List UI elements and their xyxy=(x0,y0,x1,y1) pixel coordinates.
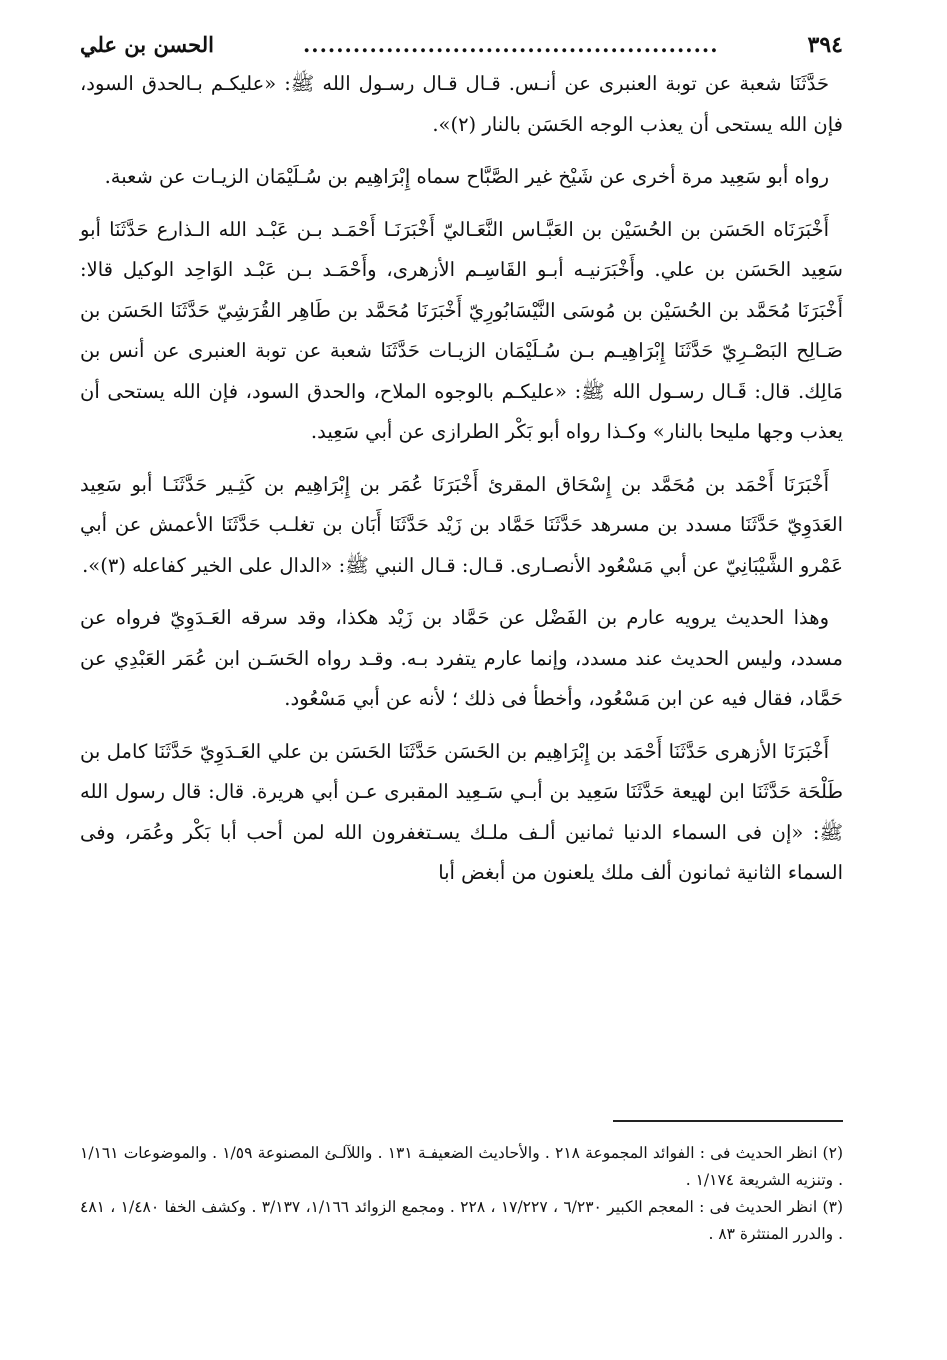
running-header xyxy=(80,28,843,62)
paragraph-isnad-chain: أَخْبَرَنَاه الحَسَن بن الحُسَيْن بن العَبَّـاس النَّعَـاليّ أَخْبَرَنَـا أَحْمَـد بـن عَبْـد الله الـذارع حَدَّثَنَا أبو سَعِيد الحَسَن بن علي. وأَخْبَرَنيـه أبـو القَاسِـم الأزهرى، وأَحْمَـد بـن عَبْـد الوَاحِد الوكيل قالا: أَخْبَرَنَا مُحَمَّد بن الحُسَيْن بن مُوسَى النَّيْسَابُورِيّ أَخْبَرَنَا مُحَمَّد بن طَاهِر القُرَشِيّ حَدَّثَنَا الحَسَن بن صَـالِح البَصْـرِيّ حَدَّثَنَا إِبْرَاهِيـم بـن سُـلَيْمَان الزيـات حَدَّثَنَا شعبة عن توبة العنبرى عن أنس بن مَالِك. قال: قَـال رسـول الله ﷺ: «عليكـم بالوجوه الملاح، والحدق السود، فإن الله يستحى أن يعذب وجها مليحا بالنار» وكـذا رواه أبو بَكْر الطرازى عن أبي سَعِيد. xyxy=(80,217,843,443)
body-text xyxy=(80,64,843,894)
paragraph-abu-hurayra: أَخْبَرَنَا الأزهرى حَدَّثَنَا أَحْمَد بن إِبْرَاهِيم بن الحَسَن حَدَّثَنَا الحَسَن بن علي العَـدَوِيّ حَدَّثَنَا كامل بن طَلْحَة حَدَّثَنَا ابن لهيعة حَدَّثَنَا سَعِيد بن أبـي سَـعِيد المقبرى عـن أبي هريرة. قال: قال رسول الله ﷺ: «إن فى السماء الدنيا ثمانين ألـف ملـك يسـتغفرون الله لمن أحب أبا بَكْر وعُمَر، وفى السماء الثانية ثمانون ألف ملك يلعنون من أبغض أبا xyxy=(80,739,843,884)
chapter-title: الحسن بن علي xyxy=(80,32,214,57)
footnote-3: (٣) انظر الحديث فى : المعجم الكبير ٦/٢٣٠ ، ١٧/٢٢٧ ، ٢٢٨ . ومجمع الزوائد ١/١٦٦، ٣/١٣٧ . وكشف الخفا ١/٤٨٠ ، ٤٨١ . والدرر المنتثرة ٨٣ . xyxy=(80,1198,843,1243)
paragraph-riwaya-note: رواه أبو سَعِيد مرة أخرى عن شَيْخ غير الصَّبَّاح سماه إِبْرَاهِيم بن سُـلَيْمَان الزيـات عن شعبة. xyxy=(104,165,829,188)
book-page xyxy=(80,28,843,906)
page-number: ٣٩٤ xyxy=(807,32,843,58)
header-dot-leader: .................................................. xyxy=(302,32,719,57)
footnote-divider xyxy=(613,1120,843,1122)
paragraph-hadith-continuation: حَدَّثَنَا شعبة عن توبة العنبرى عن أنـس. قـال قـال رسـول الله ﷺ: «عليكـم بـالحدق السود، فإن الله يستحى أن يعذب الوجه الحَسَن بالنار (٢)». xyxy=(80,72,843,136)
footnotes xyxy=(80,1140,843,1248)
paragraph-commentary: وهذا الحديث يرويه عارم بن الفَضْل عن حَمَّاد بن زَيْد هكذا، وقد سرقه العَـدَوِيّ فرواه عن مسدد، وليس الحديث عند مسدد، وإنما عارم يتفرد بـه. وقـد رواه الحَسَـن ابن عُمَر العَبْدِي عن حَمَّاد، فقال فيه عن ابن مَسْعُود، وأخطأ فى ذلك ؛ لأنه عن أبي مَسْعُود. xyxy=(80,606,843,710)
paragraph-dal-ala-al-khayr: أَخْبَرَنَا أَحْمَد بن مُحَمَّد بن إِسْحَاق المقرئ أَخْبَرَنَا عُمَر بن إِبْرَاهِيم بن كَثِـير حَدَّثَنَـا أبو سَعِيد العَدَوِيّ حَدَّثَنَا مسدد بن مسرهد حَدَّثَنَا حَمَّاد بن زَيْد حَدَّثَنَا أَبَان بن تغلـب حَدَّثَنَا الأعمش عن أبي عَمْرو الشَّيْبَانِيّ عن أبي مَسْعُود الأنصـارى. قـال: قـال النبي ﷺ: «الدال على الخير كفاعله (٣)». xyxy=(80,472,843,577)
footnote-2: (٢) انظر الحديث فى : الفوائد المجموعة ٢١٨ . والأحاديث الضعيفـة ١٣١ . واللآلـئ المصنوعة ١/٥٩ . والموضوعات ١/١٦١ . وتنزيه الشريعة ١/١٧٤ . xyxy=(80,1144,843,1189)
